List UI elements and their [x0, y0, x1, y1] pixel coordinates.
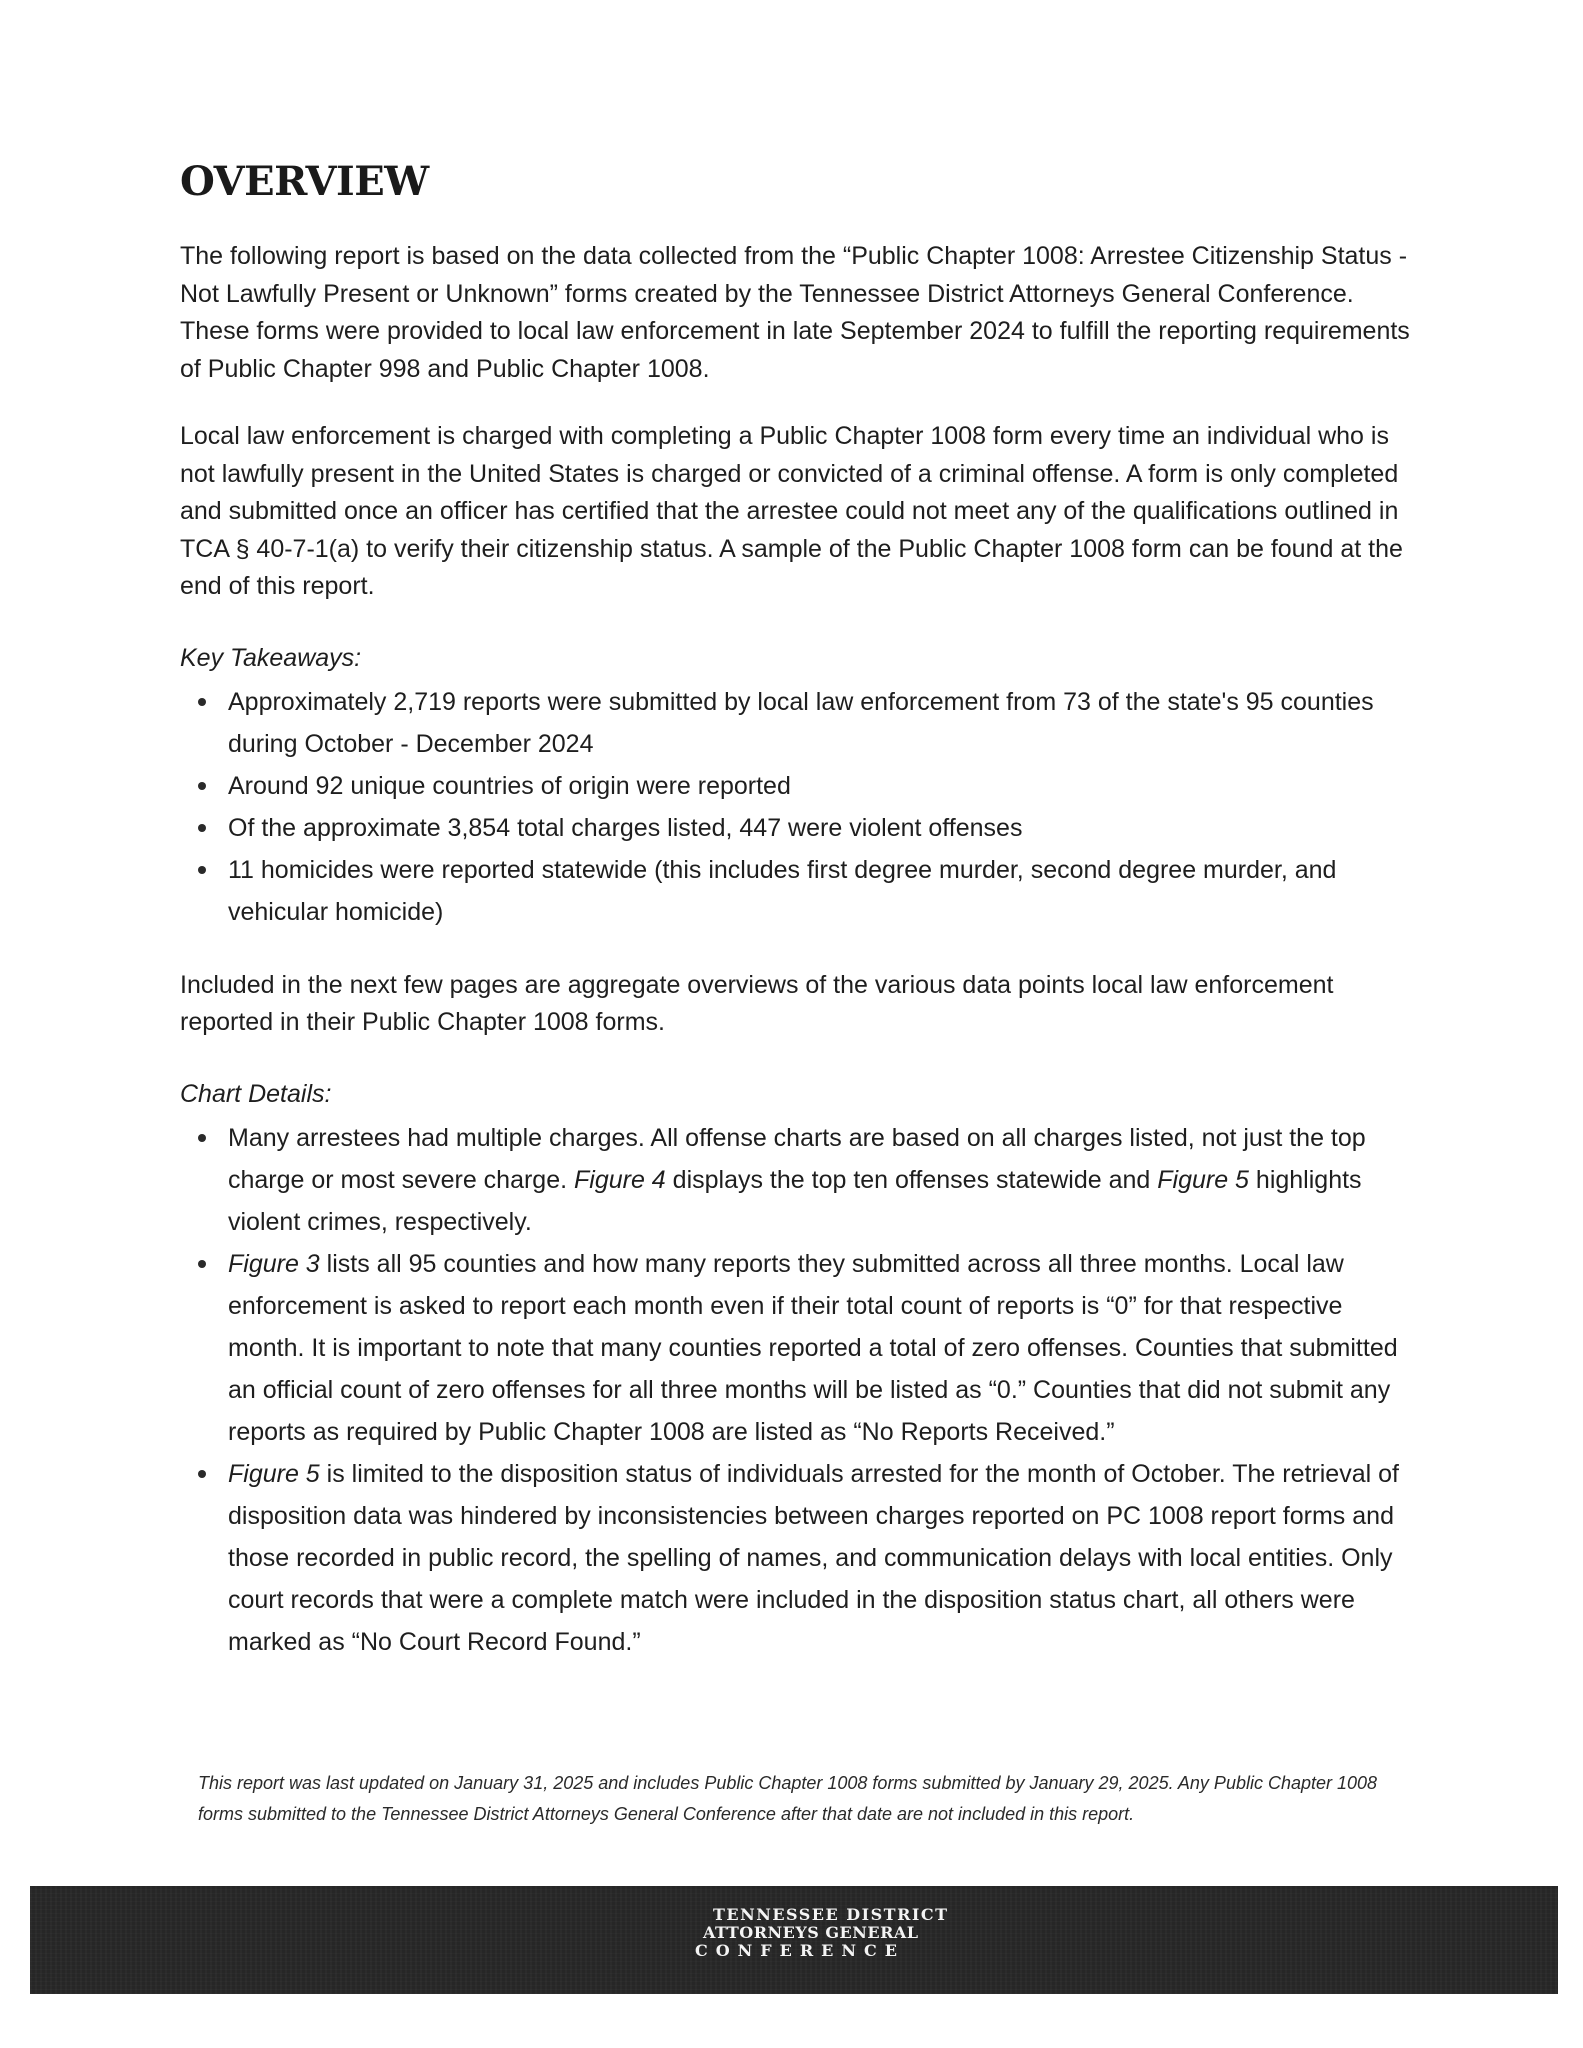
figure-reference: Figure 5 [1157, 1165, 1249, 1194]
list-item [180, 1117, 1410, 1243]
page-title: OVERVIEW [180, 158, 429, 205]
list-item [180, 807, 1410, 849]
bullet-icon [198, 698, 206, 706]
detail-text: is limited to the disposition status of individuals arrested for the month of October. The retrieval of disposition data was hindered by inconsistencies between charges reported on PC 1008 report forms and those recorded in public record, the spelling of names, and communication delays with local entities. Only court records that were a complete match were included in the disposition status chart, all others were marked as “No Court Record Found.” [228, 1459, 1399, 1656]
figure-reference: Figure 3 [228, 1249, 320, 1278]
organization-logo [695, 1906, 949, 1960]
list-item [180, 1453, 1410, 1663]
list-item [180, 681, 1410, 765]
takeaway-text: Around 92 unique countries of origin were reported [228, 771, 791, 800]
bullet-icon [198, 1470, 206, 1478]
detail-text: highlights violent crimes, respectively. [228, 1165, 1362, 1236]
footer-band [30, 1886, 1558, 1994]
chart-details-list [180, 1117, 1410, 1663]
bullet-icon [198, 824, 206, 832]
bullet-icon [198, 1134, 206, 1142]
key-takeaways-list [180, 681, 1410, 933]
update-note: This report was last updated on January 31, 2025 and includes Public Chapter 1008 forms submitted by January 29, 2025. Any Public Chapter 1008 forms submitted to the Tennessee District Attorneys General Conference after that date are not included in this report. [198, 1773, 1378, 1824]
list-item [180, 849, 1410, 933]
takeaway-text: Approximately 2,719 reports were submitted by local law enforcement from 73 of the state's 95 counties during October - December 2024 [228, 687, 1374, 758]
detail-text: Many arrestees had multiple charges. All offense charts are based on all charges listed, not just the top charge or most severe charge. [228, 1123, 1366, 1194]
figure-reference: Figure 4 [574, 1165, 666, 1194]
bullet-icon [198, 1260, 206, 1268]
included-paragraph: Included in the next few pages are aggregate overviews of the various data points local law enforcement reported in their Public Chapter 1008 forms. [180, 970, 1334, 1036]
detail-text: lists all 95 counties and how many reports they submitted across all three months. Local law enforcement is asked to report each month even if their total count of reports is “0” for that respective month. It is important to note that many counties reported a total of zero offenses. Counties that submitted an official count of zero offenses for all three months will be listed as “0.” Counties that did not submit any reports as required by Public Chapter 1008 are listed as “No Reports Received.” [228, 1249, 1398, 1446]
takeaway-text: 11 homicides were reported statewide (this includes first degree murder, second degree murder, and vehicular homicide) [228, 855, 1337, 926]
logo-line-3: CONFERENCE [695, 1941, 905, 1960]
procedure-paragraph: Local law enforcement is charged with completing a Public Chapter 1008 form every time an individual who is not lawfully present in the United States is charged or convicted of a criminal offense. A form is only completed and submitted once an officer has certified that the arrestee could not meet any of the qualifications outlined in TCA § 40-7-1(a) to verify their citizenship status. A sample of the Public Chapter 1008 form can be found at the end of this report. [180, 422, 1403, 600]
figure-reference: Figure 5 [228, 1459, 320, 1488]
bullet-icon [198, 782, 206, 790]
overview-section [180, 160, 1410, 1663]
logo-line-1: TENNESSEE DISTRICT [713, 1905, 949, 1924]
chart-details-label: Chart Details: [180, 1079, 332, 1108]
list-item [180, 1243, 1410, 1453]
detail-text: displays the top ten offenses statewide and [665, 1165, 1158, 1194]
key-takeaways-label: Key Takeaways: [180, 643, 362, 672]
list-item [180, 765, 1410, 807]
takeaway-text: Of the approximate 3,854 total charges listed, 447 were violent offenses [228, 813, 1023, 842]
bullet-icon [198, 866, 206, 874]
intro-paragraph: The following report is based on the data collected from the “Public Chapter 1008: Arrestee Citizenship Status - Not Lawfully Present or Unknown” forms created by the Tennessee District Attorneys General Conference. These forms were provided to local law enforcement in late September 2024 to fulfill the reporting requirements of Public Chapter 998 and Public Chapter 1008. [180, 242, 1410, 383]
logo-line-2: ATTORNEYS GENERAL [703, 1923, 919, 1942]
